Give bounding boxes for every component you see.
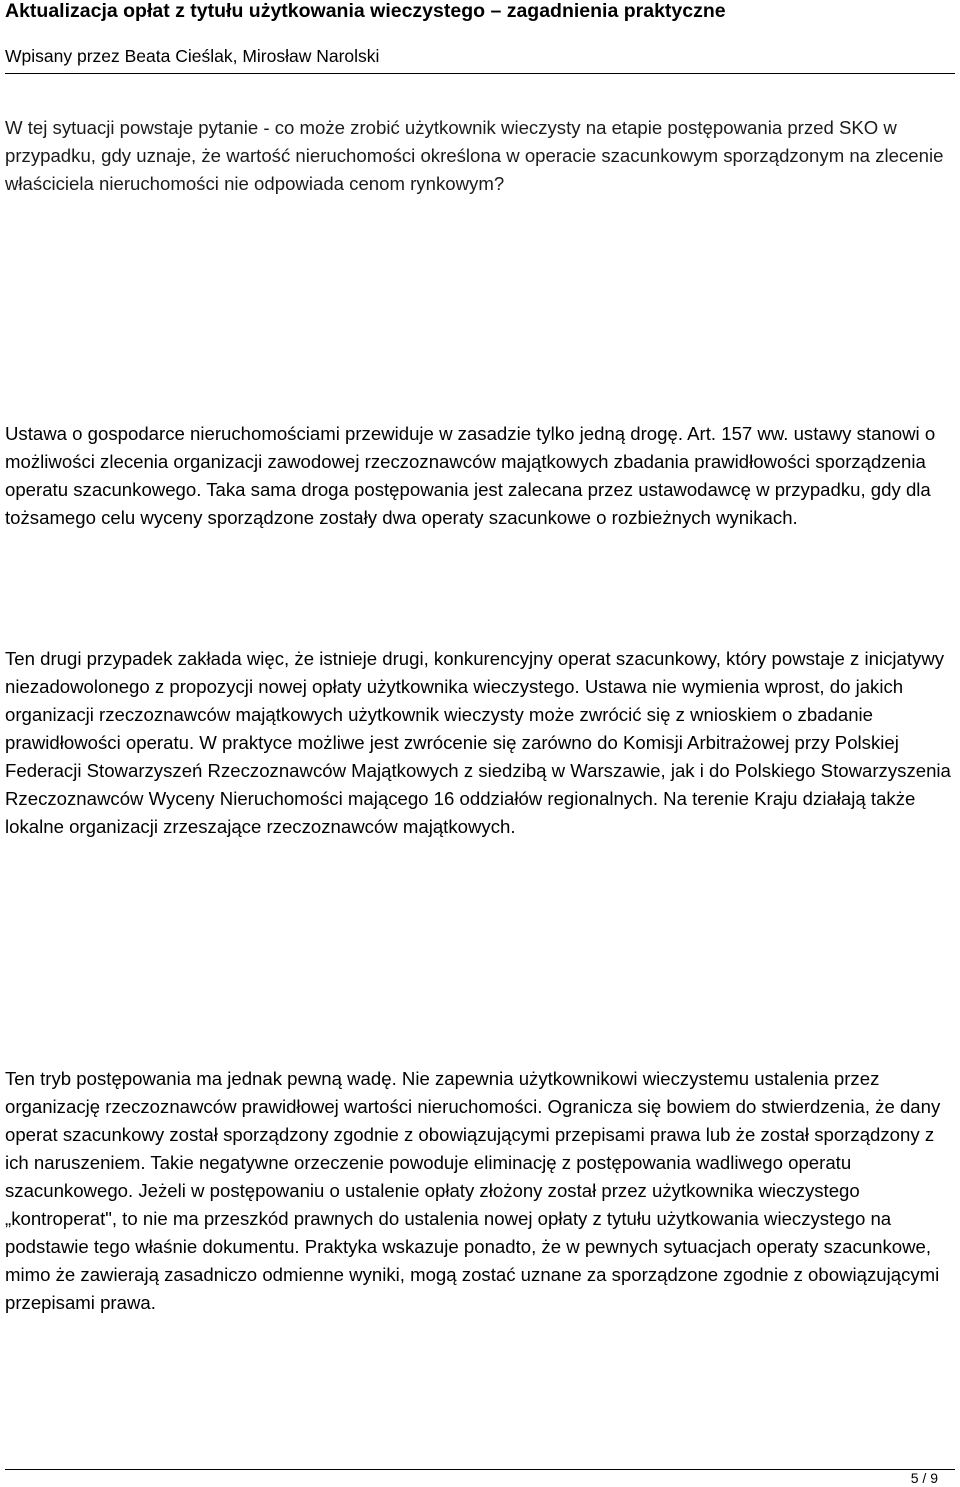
paragraph-2: Ustawa o gospodarce nieruchomościami przewiduje w zasadzie tylko jedną drogę. Art. 157 ww. ustawy stanowi o możliwości zlecenia organizacji zawodowej rzeczoznawców majątkowych zbadania prawidłowości sporządzenia operatu szacunkowego. Taka sama droga postępowania jest zalecana przez ustawodawcę w przypadku, gdy dla tożsamego celu wyceny sporządzone zostały dwa operaty szacunkowe o rozbieżnych wynikach. [5,423,936,528]
paragraph-3: Ten drugi przypadek zakłada więc, że istnieje drugi, konkurencyjny operat szacunkowy, który powstaje z inicjatywy niezadowolonego z propozycji nowej opłaty użytkownika wieczystego. Ustawa nie wymienia wprost, do jakich organizacji rzeczoznawców majątkowych użytkownik wieczysty może zwrócić się z wnioskiem o zbadanie prawidłowości operatu. W praktyce możliwe jest zwrócenie się zarówno do Komisji Arbitrażowej przy Polskiej Federacji Stowarzyszeń Rzeczoznawców Majątkowych z siedzibą w Warszawie, jak i do Polskiego Stowarzyszenia Rzeczoznawców Wyceny Nieruchomości mającego 16 oddziałów regionalnych. Na terenie Kraju działają także lokalne organizacji zrzeszające rzeczoznawców majątkowych. [5,648,951,837]
paragraph-4: Ten tryb postępowania ma jednak pewną wadę. Nie zapewnia użytkownikowi wieczystemu ustalenia przez organizację rzeczoznawców prawidłowej wartości nieruchomości. Ogranicza się bowiem do stwierdzenia, że dany operat szacunkowy został sporządzony zgodnie z obowiązującymi przepisami prawa lub że został sporządzony z ich naruszeniem. Takie negatywne orzeczenie powoduje eliminację z postępowania wadliwego operatu szacunkowego. Jeżeli w postępowaniu o ustalenie opłaty złożony został przez użytkownika wieczystego „kontroperat", to nie ma przeszkód prawnych do ustalenia nowej opłaty z tytułu użytkowania wieczystego na podstawie tego właśnie dokumentu. Praktyka wskazuje ponadto, że w pewnych sytuacjach operaty szacunkowe, mimo że zawierają zasadniczo odmienne wyniki, mogą zostać uznane za sporządzone zgodnie z obowiązującymi przepisami prawa. [5,1068,941,1313]
footer-divider [5,1469,955,1470]
header-divider [5,73,955,74]
document-authors: Wpisany przez Beata Cieślak, Mirosław Narolski [5,46,380,66]
page-number: 5 / 9 [910,1470,938,1486]
paragraph-1: W tej sytuacji powstaje pytanie - co może zrobić użytkownik wieczysty na etapie postępowania przed SKO w przypadku, gdy uznaje, że wartość nieruchomości określona w operacie szacunkowym sporządzonym na zlecenie właściciela nieruchomości nie odpowiada cenom rynkowym? [5,117,944,194]
document-title: Aktualizacja opłat z tytułu użytkowania wieczystego – zagadnienia praktyczne [5,0,726,22]
